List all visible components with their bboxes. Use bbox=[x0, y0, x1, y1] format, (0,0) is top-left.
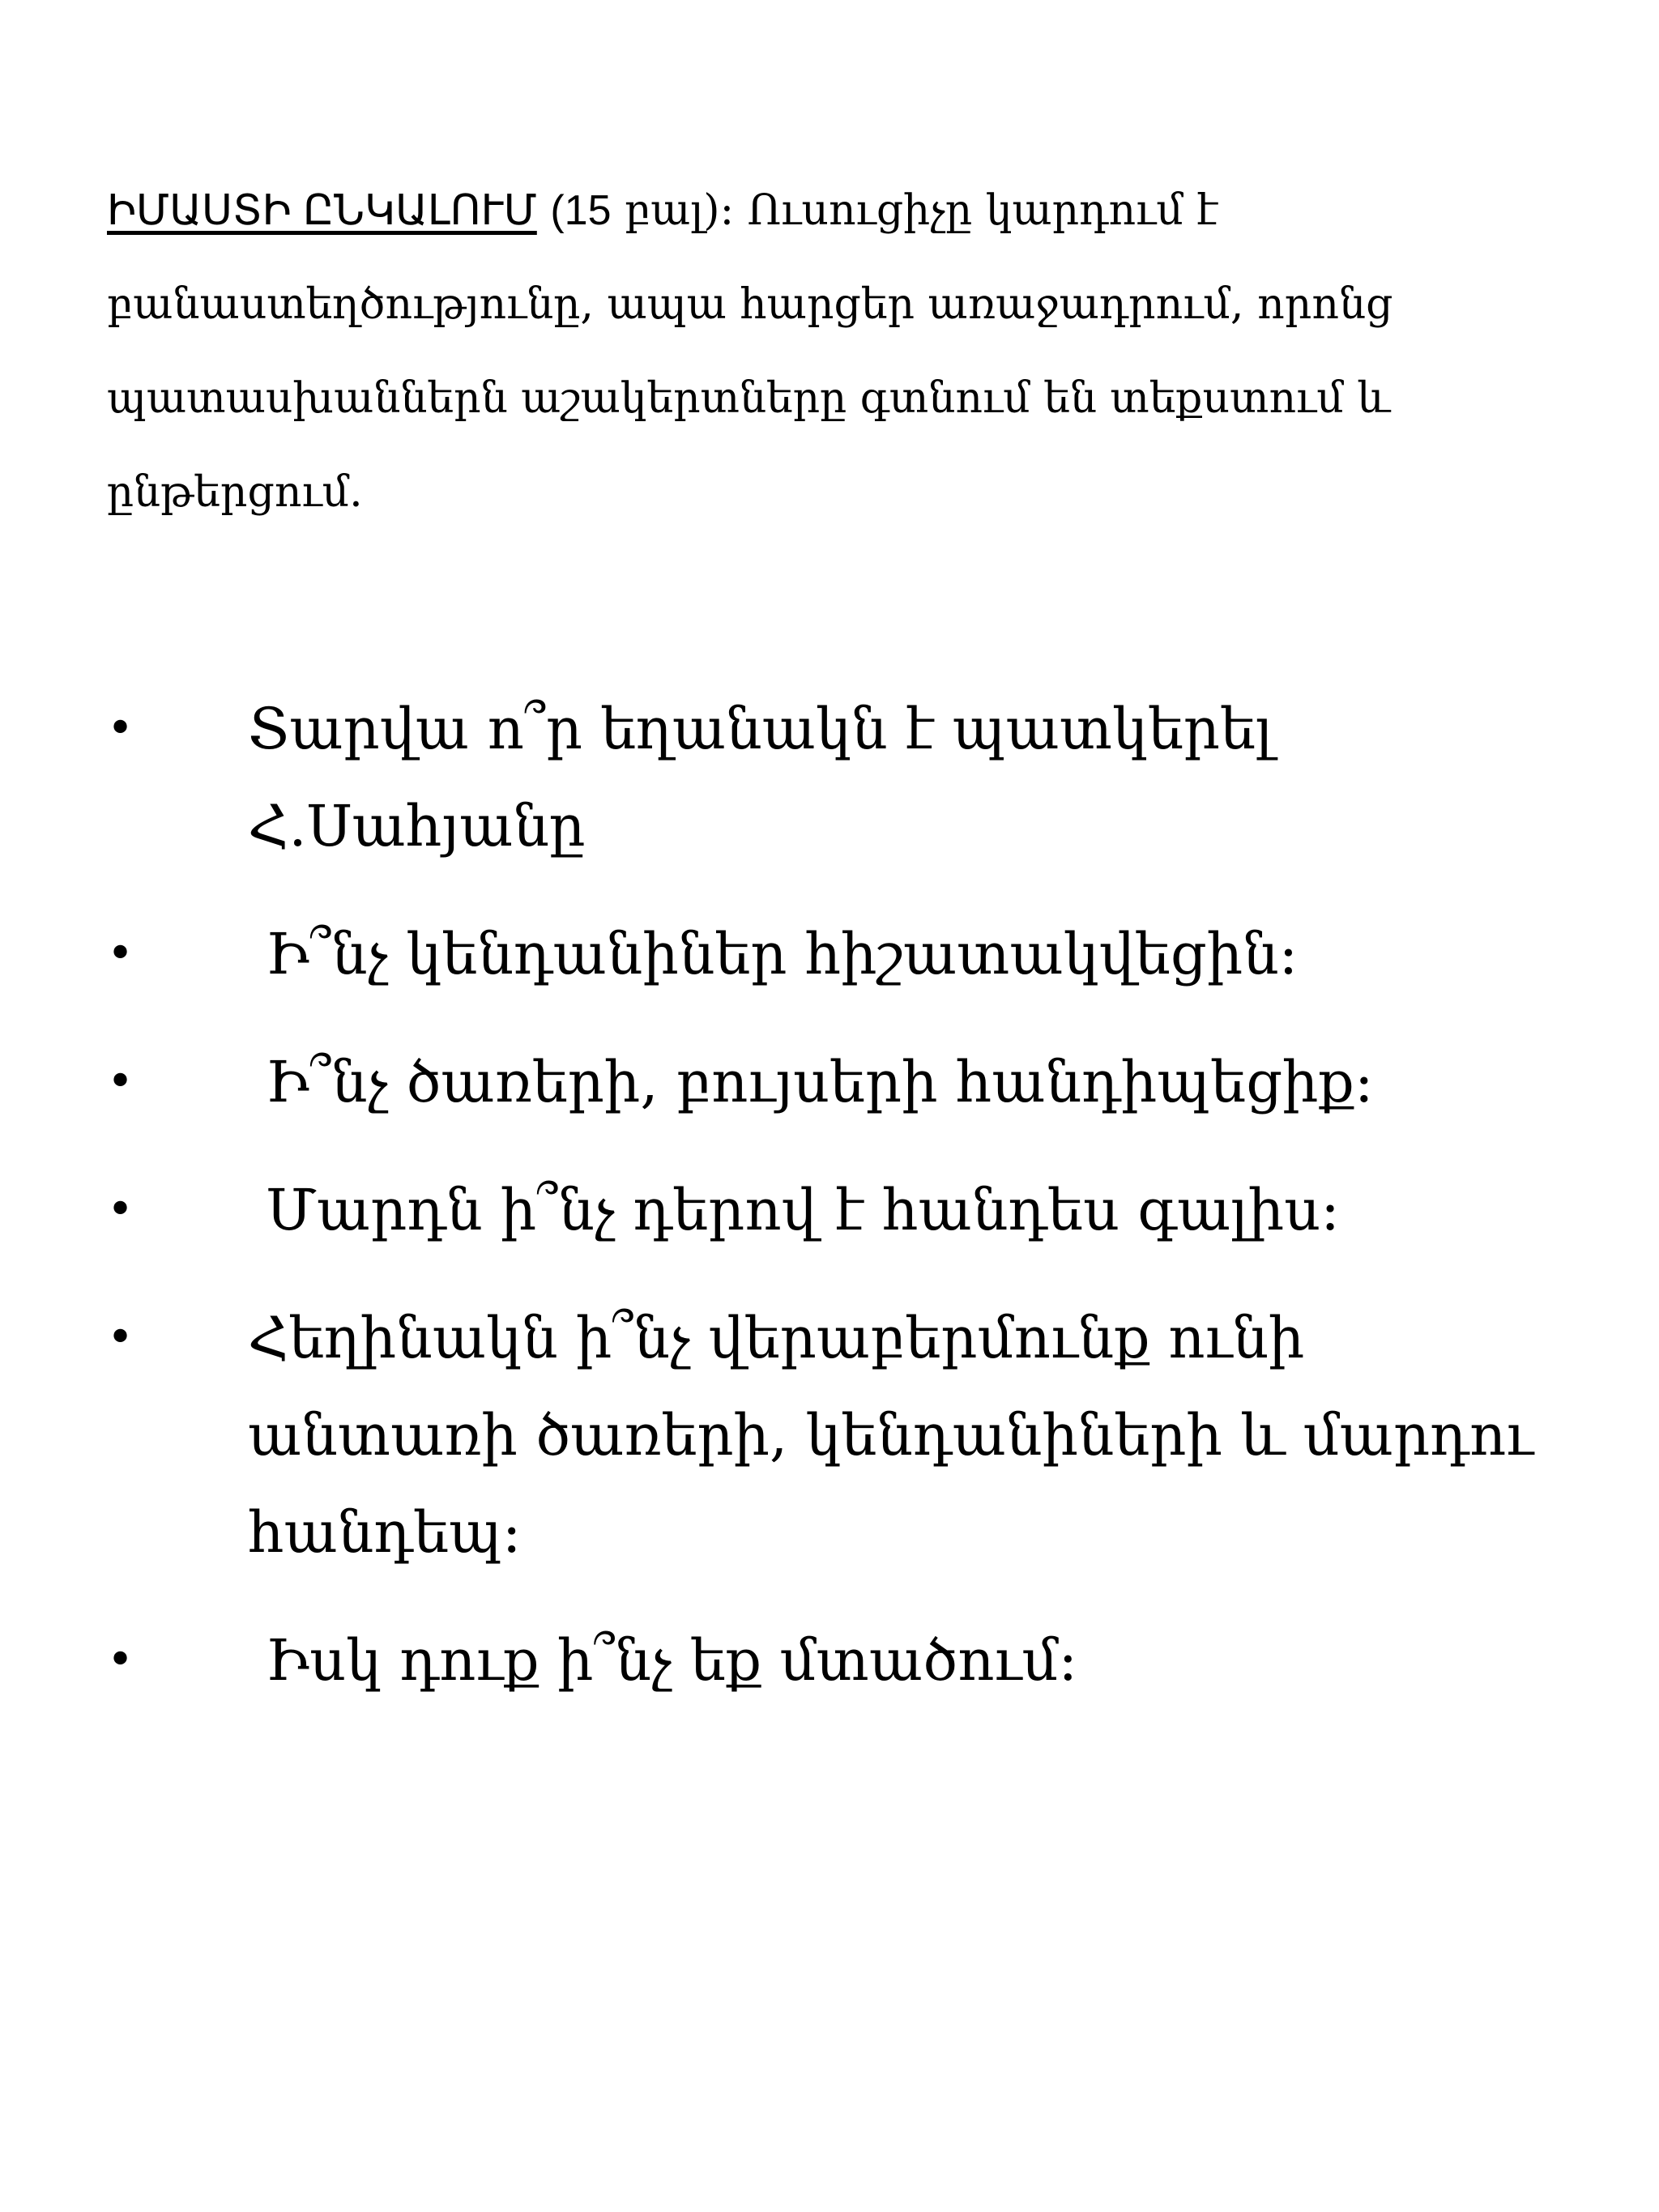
bullet: • bbox=[107, 1634, 134, 1686]
question-item bbox=[107, 680, 1565, 875]
question-item bbox=[107, 1289, 1565, 1581]
question-item bbox=[107, 906, 1565, 1003]
questions-list bbox=[107, 680, 1565, 1740]
points-value: (15 bbox=[550, 187, 612, 234]
bullet: • bbox=[107, 1311, 134, 1364]
question-text: Մարդն ի՞նչ դերով է հանդես գալիս: bbox=[266, 1177, 1340, 1243]
bullet: • bbox=[107, 702, 134, 755]
intro-text: բալ): Ուսուցիչը կարդում է բանաստեղծությունը, ապա հարցեր առաջադրում, որոնց պատասխաններն աշակերտները գտնում են տեքստում և ընթերցում. bbox=[107, 186, 1393, 517]
question-item bbox=[107, 1161, 1565, 1259]
question-text: Հեղինակն ի՞նչ վերաբերմունք ունի անտառի ծառերի, կենդանիների և մարդու հանդեպ: bbox=[248, 1305, 1534, 1566]
question-item bbox=[107, 1034, 1565, 1131]
question-text: Իսկ դուք ի՞նչ եք մտածում: bbox=[266, 1627, 1078, 1694]
bullet: • bbox=[107, 1183, 134, 1236]
bullet: • bbox=[107, 1055, 134, 1108]
question-text: Տարվա ո՞ր եղանակն է պատկերել Հ.Սահյանը bbox=[248, 696, 1273, 859]
section-heading: ԻՄԱՍՏԻ ԸՆԿԱԼՈՒՄ bbox=[107, 187, 537, 234]
question-item bbox=[107, 1612, 1565, 1709]
question-text: Ի՞նչ ծառերի, բույսերի հանդիպեցիք: bbox=[266, 1049, 1374, 1115]
bullet: • bbox=[107, 927, 134, 980]
intro-paragraph bbox=[107, 164, 1435, 539]
question-text: Ի՞նչ կենդանիներ հիշատակվեցին: bbox=[266, 921, 1299, 987]
